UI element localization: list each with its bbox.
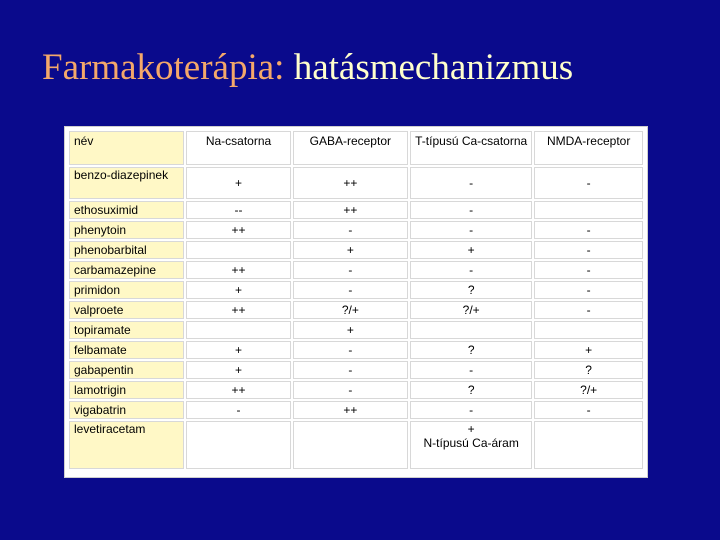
header-nmda-receptor: NMDA-receptor [534,131,643,165]
drug-name: primidon [69,281,184,299]
drug-name: phenytoin [69,221,184,239]
cell-nmda [534,421,643,469]
table-header-row [69,131,643,165]
cell-nmda: ?/+ [534,381,643,399]
cell-ca: ?/+ [410,301,532,319]
cell-nmda: - [534,281,643,299]
drug-name: lamotrigin [69,381,184,399]
cell-na: ++ [186,381,290,399]
cell-nmda [534,201,643,219]
cell-gaba: ++ [293,201,408,219]
table-row [69,221,643,239]
slide-title [42,46,573,90]
title-part-1: Farmakoterápia: [42,47,294,88]
table-row [69,241,643,259]
table-row [69,321,643,339]
cell-nmda: - [534,241,643,259]
cell-gaba: ++ [293,401,408,419]
cell-ca: ? [410,341,532,359]
table-row [69,421,643,469]
drug-name: topiramate [69,321,184,339]
cell-gaba: - [293,261,408,279]
table-row [69,361,643,379]
header-name: név [69,131,184,165]
cell-ca: - [410,361,532,379]
cell-na [186,241,290,259]
cell-ca: + [410,241,532,259]
cell-gaba: ?/+ [293,301,408,319]
cell-nmda: + [534,341,643,359]
table-row [69,301,643,319]
drug-name: ethosuximid [69,201,184,219]
cell-gaba: - [293,341,408,359]
cell-na [186,421,290,469]
cell-na: - [186,401,290,419]
header-t-type-ca-channel: T-típusú Ca-csatorna [410,131,532,165]
table-row [69,381,643,399]
cell-ca: + N-típusú Ca-áram [410,421,532,469]
cell-gaba: - [293,361,408,379]
cell-ca: - [410,167,532,199]
cell-na: + [186,361,290,379]
drug-name: gabapentin [69,361,184,379]
drug-mechanism-table [64,126,648,478]
drug-name: benzo-diazepinek [69,167,184,199]
drug-name: vigabatrin [69,401,184,419]
cell-gaba [293,421,408,469]
cell-ca: - [410,401,532,419]
drug-name: levetiracetam [69,421,184,469]
table-row [69,341,643,359]
cell-ca: - [410,201,532,219]
cell-nmda: - [534,261,643,279]
drug-name: phenobarbital [69,241,184,259]
cell-ca: ? [410,281,532,299]
title-part-2: hatásmechanizmus [293,47,574,88]
cell-na: -- [186,201,290,219]
drug-name: carbamazepine [69,261,184,279]
cell-na: + [186,341,290,359]
cell-ca: - [410,221,532,239]
cell-ca: - [410,261,532,279]
table-row [69,261,643,279]
header-gaba-receptor: GABA-receptor [293,131,408,165]
cell-gaba: ++ [293,167,408,199]
cell-nmda: - [534,301,643,319]
cell-na: ++ [186,221,290,239]
drug-name: valproete [69,301,184,319]
table-row [69,201,643,219]
drug-name: felbamate [69,341,184,359]
cell-na: + [186,281,290,299]
cell-ca [410,321,532,339]
cell-nmda [534,321,643,339]
header-na-channel: Na-csatorna [186,131,290,165]
cell-nmda: - [534,221,643,239]
cell-gaba: - [293,281,408,299]
cell-gaba: - [293,381,408,399]
table-row [69,167,643,199]
cell-na: ++ [186,301,290,319]
cell-ca: ? [410,381,532,399]
cell-gaba: + [293,241,408,259]
cell-na: ++ [186,261,290,279]
cell-gaba: - [293,221,408,239]
table-row [69,281,643,299]
table-row [69,401,643,419]
cell-na [186,321,290,339]
cell-nmda: ? [534,361,643,379]
cell-nmda: - [534,401,643,419]
cell-gaba: + [293,321,408,339]
cell-na: + [186,167,290,199]
cell-nmda: - [534,167,643,199]
